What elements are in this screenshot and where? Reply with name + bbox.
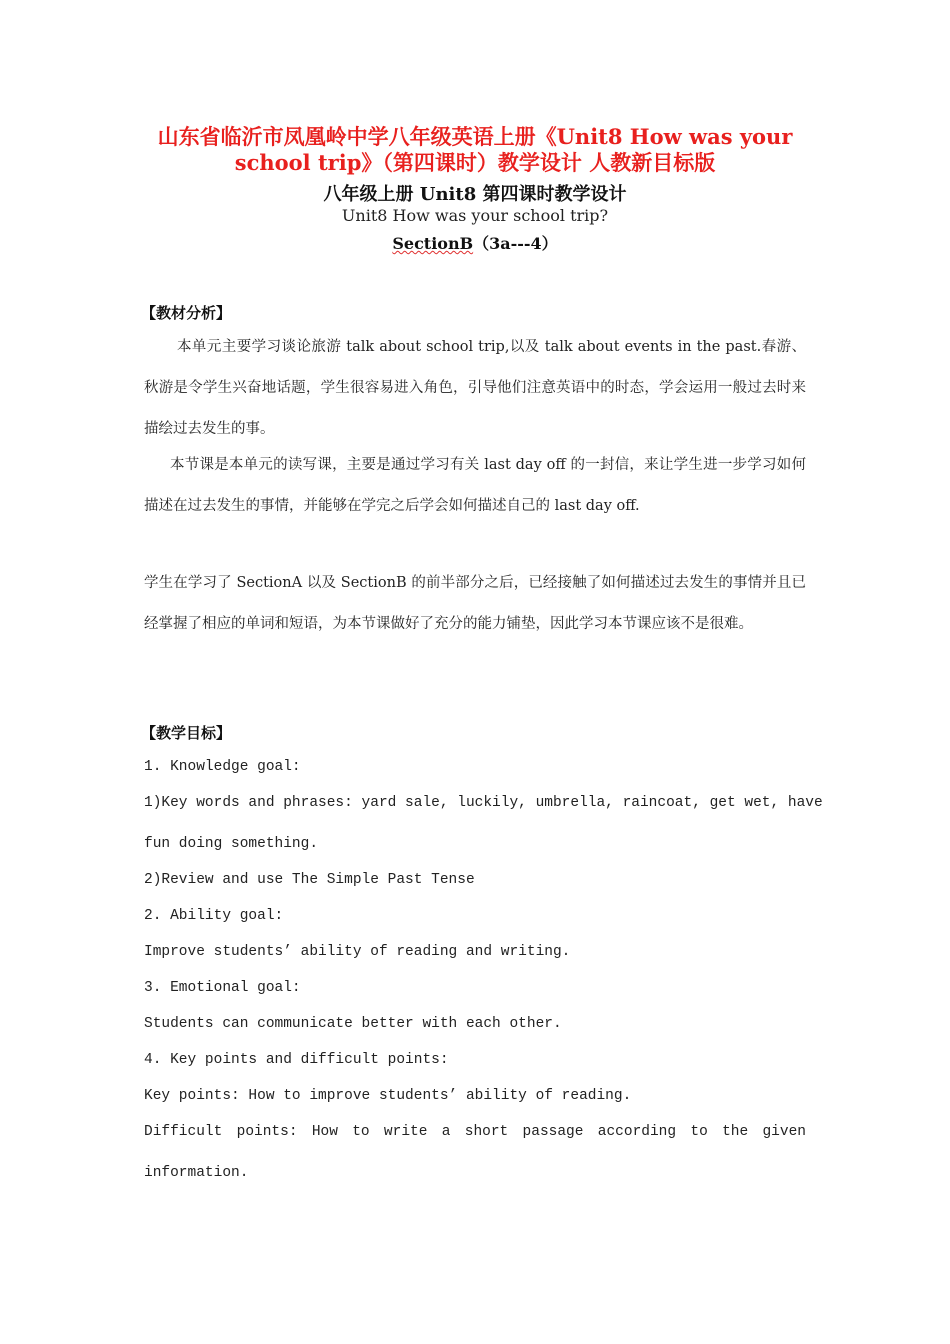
- section-word: SectionB: [392, 234, 474, 253]
- difficult-points-line-2: information.: [144, 1165, 249, 1181]
- section-range: （3a---4）: [473, 234, 558, 253]
- knowledge-goal-label: 1. Knowledge goal:: [144, 759, 301, 775]
- document-title-line-1: 山东省临沂市凤凰岭中学八年级英语上册《Unit8 How was your: [157, 124, 793, 149]
- key-points-text: Key points: How to improve students’ ability of reading.: [144, 1088, 632, 1104]
- ability-goal-label: 2. Ability goal:: [144, 908, 284, 924]
- key-points-label: 4. Key points and difficult points:: [144, 1052, 449, 1068]
- difficult-points-line-1: Difficult points: How to write a short passage according to the given: [144, 1124, 806, 1140]
- analysis-paragraph-2: 本节课是本单元的读写课，主要是通过学习有关 last day off 的一封信，来让学生进一步学习如何描述在过去发生的事情，并能够在学完之后学会如何描述自己的 last day off.: [144, 457, 806, 514]
- analysis-heading: 【教材分析】: [141, 304, 232, 322]
- unit-title: Unit8 How was your school trip?: [341, 206, 609, 225]
- key-words-line-2: fun doing something.: [144, 836, 319, 852]
- emotional-goal-text: Students can communicate better with each other.: [144, 1016, 562, 1032]
- goals-heading: 【教学目标】: [141, 724, 232, 742]
- review-line: 2)Review and use The Simple Past Tense: [144, 872, 475, 888]
- emotional-goal-label: 3. Emotional goal:: [144, 980, 301, 996]
- analysis-paragraph-1: 本单元主要学习谈论旅游 talk about school trip,以及 talk about events in the past.春游、秋游是令学生兴奋地话题，学生很容易进入角色，引导他们注意英语中的时态，学会运用一般过去时来描绘过去发生的事。: [144, 339, 806, 437]
- analysis-paragraph-3: 学生在学习了 SectionA 以及 SectionB 的前半部分之后，已经接触了如何描述过去发生的事情并且已经掌握了相应的单词和短语，为本节课做好了充分的能力铺垫，因此学习本节课应该不是很难。: [144, 575, 806, 632]
- key-words-line-1: 1)Key words and phrases: yard sale, luckily, umbrella, raincoat, get wet, have: [144, 795, 823, 811]
- section-title: [100, 231, 850, 254]
- document-title-line-2: school trip》（第四课时）教学设计 人教新目标版: [234, 150, 716, 175]
- ability-goal-text: Improve students’ ability of reading and writing.: [144, 944, 571, 960]
- lesson-subtitle: 八年级上册 Unit8 第四课时教学设计: [323, 184, 627, 205]
